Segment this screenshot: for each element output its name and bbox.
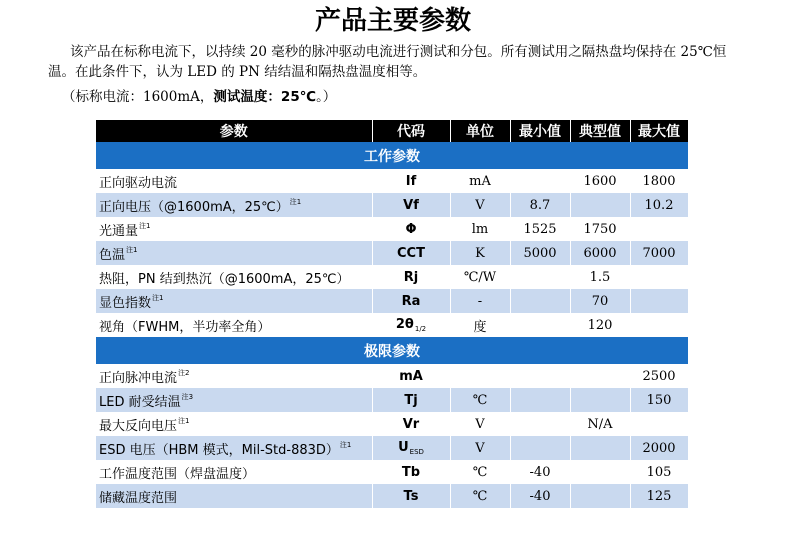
section-limit-label: 极限参数 — [96, 337, 688, 364]
param-unit: ℃ — [450, 388, 510, 412]
table-row — [96, 460, 688, 484]
param-code — [372, 484, 450, 508]
param-code-text: CCT — [397, 245, 425, 261]
table-row — [96, 217, 688, 241]
param-code-text: Ts — [403, 488, 419, 504]
test-conditions-prefix: （标称电流：1600mA， — [62, 89, 214, 105]
table-row — [96, 169, 688, 193]
footnote-mark: 注1 — [339, 440, 352, 449]
section-working — [96, 142, 688, 169]
param-unit: V — [450, 193, 510, 217]
param-min: 8.7 — [510, 193, 570, 217]
param-name-text: 视角（FWHM，半功率全角） — [99, 319, 271, 335]
param-unit: 度 — [450, 313, 510, 337]
param-min — [510, 388, 570, 412]
param-code — [372, 193, 450, 217]
header-min: 最小值 — [510, 120, 570, 142]
param-max: 2500 — [630, 364, 688, 388]
footnote-mark: 注3 — [181, 392, 194, 401]
param-code-text: Rj — [403, 269, 419, 285]
param-max — [630, 217, 688, 241]
param-min — [510, 436, 570, 460]
param-typ: 6000 — [570, 241, 630, 265]
footnote-mark: 注1 — [139, 221, 151, 230]
param-code-subscript: 1/2 — [414, 325, 427, 333]
param-code — [372, 169, 450, 193]
header-param: 参数 — [96, 120, 372, 142]
param-max: 7000 — [630, 241, 688, 265]
parameter-table — [96, 120, 689, 508]
param-unit: V — [450, 436, 510, 460]
header-code: 代码 — [372, 120, 450, 142]
param-name-text: 热阻，PN 结到热沉（@1600mA，25℃） — [99, 271, 350, 287]
param-unit: ℃ — [450, 460, 510, 484]
table-row — [96, 193, 688, 217]
param-name-text: ESD 电压（HBM 模式，Mil-Std-883D） — [99, 442, 339, 458]
footnote-mark: 注1 — [126, 245, 138, 254]
param-code — [372, 217, 450, 241]
param-unit: V — [450, 412, 510, 436]
param-min: 1525 — [510, 217, 570, 241]
param-typ — [570, 364, 630, 388]
table-row — [96, 241, 688, 265]
param-code-text: Φ — [405, 221, 417, 237]
param-unit: ℃ — [450, 484, 510, 508]
param-typ: 120 — [570, 313, 630, 337]
param-max: 150 — [630, 388, 688, 412]
param-max — [630, 265, 688, 289]
table-body — [96, 142, 688, 508]
header-unit: 单位 — [450, 120, 510, 142]
param-code — [372, 388, 450, 412]
param-code-text: Tb — [401, 464, 421, 480]
param-typ — [570, 436, 630, 460]
param-min — [510, 169, 570, 193]
section-working-label: 工作参数 — [96, 142, 688, 169]
param-unit — [450, 364, 510, 388]
param-code-text: 2θ — [395, 317, 414, 332]
param-code — [372, 313, 450, 337]
param-code — [372, 460, 450, 484]
footnote-mark: 注1 — [152, 293, 164, 302]
param-code-text: Vr — [402, 416, 420, 432]
table-row — [96, 484, 688, 508]
param-typ — [570, 484, 630, 508]
param-max: 1800 — [630, 169, 688, 193]
param-name — [96, 241, 372, 265]
table-header-row — [96, 120, 688, 142]
param-name — [96, 193, 372, 217]
param-unit: lm — [450, 217, 510, 241]
param-max — [630, 289, 688, 313]
param-name — [96, 217, 372, 241]
param-name-text: 光通量 — [99, 223, 139, 239]
table-row — [96, 436, 688, 460]
param-min — [510, 412, 570, 436]
header-typ: 典型值 — [570, 120, 630, 142]
param-code-text: If — [405, 173, 417, 189]
param-code-text: Vf — [403, 197, 419, 213]
param-name — [96, 265, 372, 289]
param-name-text: 正向脉冲电流 — [99, 370, 178, 386]
param-unit: - — [450, 289, 510, 313]
table-row — [96, 412, 688, 436]
param-typ — [570, 193, 630, 217]
param-unit: mA — [450, 169, 510, 193]
param-min: -40 — [510, 460, 570, 484]
section-limit — [96, 337, 688, 364]
param-typ: 70 — [570, 289, 630, 313]
param-name — [96, 460, 372, 484]
table-row — [96, 265, 688, 289]
param-max — [630, 313, 688, 337]
footnote-mark: 注2 — [178, 368, 190, 377]
param-max: 105 — [630, 460, 688, 484]
param-code — [372, 364, 450, 388]
param-max — [630, 412, 688, 436]
param-min: 5000 — [510, 241, 570, 265]
param-min — [510, 289, 570, 313]
param-min — [510, 313, 570, 337]
param-code-text: mA — [399, 368, 423, 384]
param-code — [372, 241, 450, 265]
table-row — [96, 364, 688, 388]
param-unit: ℃/W — [450, 265, 510, 289]
header-max: 最大值 — [630, 120, 688, 142]
param-max: 2000 — [630, 436, 688, 460]
footnote-mark: 注1 — [289, 197, 302, 206]
table-row — [96, 289, 688, 313]
param-name-text: 储藏温度范围 — [99, 490, 178, 506]
param-name-text: 正向电压（@1600mA，25℃） — [99, 199, 289, 215]
param-code-text: U — [398, 440, 409, 455]
param-max: 125 — [630, 484, 688, 508]
param-name — [96, 169, 372, 193]
param-code — [372, 412, 450, 436]
param-name-text: 工作温度范围（焊盘温度） — [99, 466, 256, 482]
param-name-text: 显色指数 — [99, 295, 152, 311]
page-title: 产品主要参数 — [314, 6, 471, 36]
param-name — [96, 313, 372, 337]
param-name-text: 正向驱动电流 — [99, 175, 178, 191]
test-conditions — [62, 87, 336, 107]
param-min — [510, 265, 570, 289]
param-unit: K — [450, 241, 510, 265]
param-code — [372, 289, 450, 313]
param-max: 10.2 — [630, 193, 688, 217]
table-row — [96, 388, 688, 412]
footnote-mark: 注1 — [178, 416, 190, 425]
param-code — [372, 265, 450, 289]
param-name — [96, 364, 372, 388]
param-typ: 1.5 — [570, 265, 630, 289]
table-row — [96, 313, 688, 337]
intro-paragraph: 该产品在标称电流下，以持续 20 毫秒的脉冲驱动电流进行测试和分包。所有测试用之隔热盘均保持在 25℃恒温。在此条件下，认为 LED 的 PN 结结温和隔热盘温度相等。 — [48, 44, 727, 80]
param-name — [96, 412, 372, 436]
param-code — [372, 436, 450, 460]
param-typ: N/A — [570, 412, 630, 436]
test-conditions-suffix: 。） — [316, 89, 337, 105]
param-min — [510, 364, 570, 388]
param-name — [96, 388, 372, 412]
param-code-text: Ra — [401, 293, 421, 309]
param-typ: 1750 — [570, 217, 630, 241]
param-typ: 1600 — [570, 169, 630, 193]
param-min: -40 — [510, 484, 570, 508]
param-typ — [570, 388, 630, 412]
param-name — [96, 289, 372, 313]
param-typ — [570, 460, 630, 484]
param-code-subscript: ESD — [409, 448, 424, 456]
param-name — [96, 436, 372, 460]
param-name-text: LED 耐受结温 — [99, 394, 181, 410]
param-name-text: 最大反向电压 — [99, 418, 178, 434]
param-name — [96, 484, 372, 508]
param-name-text: 色温 — [99, 247, 126, 263]
test-conditions-bold: 测试温度：25℃ — [213, 89, 317, 105]
param-code-text: Tj — [404, 392, 418, 408]
